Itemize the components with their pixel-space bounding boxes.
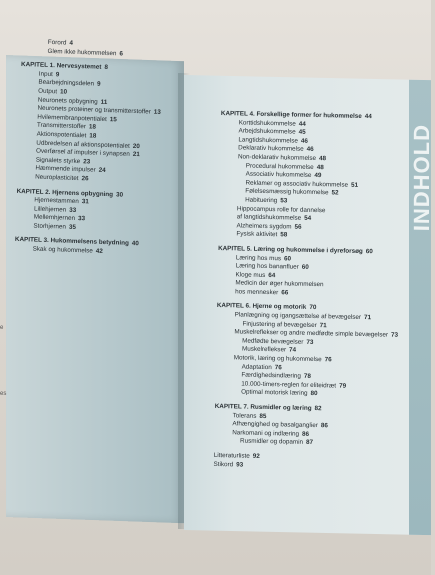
toc-page-number: 20 (132, 142, 140, 150)
toc-entry-title: KAPITEL 5. Læring og hukommelse i dyreforsøg (218, 244, 363, 255)
toc-page-number: 30 (115, 190, 124, 199)
toc-page-number: 46 (300, 137, 308, 145)
toc-page-number: 15 (109, 115, 118, 124)
toc-entry-title: Kloge mus (235, 271, 266, 279)
left-margin-mark: e (0, 325, 4, 331)
toc-page-number: 21 (132, 151, 140, 159)
toc-page-number: 66 (281, 289, 289, 297)
toc-page-number: 44 (298, 120, 306, 128)
toc-entry-title: KAPITEL 4. Forskellige former for hukommelse (220, 110, 362, 120)
toc-entry-title: Fysisk aktivitet (236, 230, 278, 239)
toc-entry-title: Læring hos bananfluer (235, 262, 299, 271)
toc-entry-title: Medfødte bevægelser (242, 337, 304, 346)
toc-entry-title: Planlægning og igangsættelse af bevægelser (234, 311, 362, 322)
toc-page-number: 4 (69, 39, 74, 47)
toc-entry-title: Hippocampus rolle for dannelse (236, 204, 326, 214)
toc-entry-title: Mellemhjernen (33, 213, 76, 223)
toc-entry-title: Optimal motorisk læring (241, 388, 308, 398)
toc-page-number: 86 (302, 430, 310, 438)
toc-page-number: 58 (280, 231, 288, 239)
toc-page-number: 93 (236, 460, 244, 469)
toc-page-number: 6 (119, 50, 124, 58)
toc-page-number: 45 (298, 128, 306, 136)
toc-page-number: 73 (306, 338, 314, 346)
toc-page-number: 46 (306, 146, 314, 154)
toc-page-number: 71 (363, 314, 372, 322)
toc-entry-title: Adaptation (241, 363, 272, 371)
toc-entry-title: Hvilemembranpotentialet (37, 113, 107, 123)
toc-entry-title: KAPITEL 7. Rusmidler og læring (214, 402, 312, 412)
toc-entry-title: Neuronets opbygning (37, 96, 98, 106)
toc-page-number: 60 (365, 247, 373, 256)
section-title-vertical: INDHOLD (409, 123, 434, 232)
toc-entry-title: Procedural hukommelse (245, 162, 314, 171)
toc-entry-title: Signalets styrke (35, 156, 81, 165)
toc-page-number: 80 (310, 390, 318, 398)
toc-entry-title: Storhjernen (33, 222, 67, 231)
toc-page-number: 33 (77, 215, 86, 223)
toc-entry-title: Færdighedsindlæring (241, 371, 302, 380)
toc-page-number: 9 (55, 70, 60, 79)
toc-page-number: 71 (319, 321, 327, 329)
toc-page-number: 26 (81, 175, 89, 183)
toc-page-number: 42 (95, 247, 103, 256)
toc-page-number: 9 (96, 81, 101, 89)
toc-page-number: 8 (104, 64, 109, 72)
toc-entry-title: Rusmidler og dopamin (239, 437, 304, 447)
toc-entry-title: KAPITEL 6. Hjerne og motorik (216, 302, 307, 312)
toc-entry-title: Hæmmende impulser (35, 164, 96, 174)
left-margin-mark: es (0, 391, 7, 397)
toc-page-number: 51 (350, 181, 359, 189)
toc-entry-title: Habituering (245, 196, 278, 205)
toc-entry-title: hos mennesker (235, 288, 279, 297)
toc-entry-title: Finjustering af bevægelser (242, 320, 317, 329)
toc-entry-title: Langtidshukommelse (238, 136, 298, 145)
toc-page-number: 56 (294, 223, 302, 231)
toc-entry-title: Motorik, læring og hukommelse (233, 354, 322, 364)
toc-page-number: 92 (252, 452, 260, 460)
toc-page-number: 48 (316, 163, 324, 171)
toc-page-number: 78 (303, 373, 312, 381)
toc-entry-title: Reklamer og associativ hukommelse (245, 179, 349, 189)
toc-page-number: 44 (364, 113, 372, 121)
toc-page-number: 31 (81, 198, 89, 206)
toc-entry-title: Læring hos mus (235, 253, 282, 262)
toc-entry-title: Alzheimers sygdom (236, 222, 292, 231)
toc-page-number: 24 (98, 167, 106, 175)
toc-entry-title: Arbejdshukommelse (238, 127, 296, 136)
toc-entry-title: Neuronets proteiner og transmitterstoffer (37, 104, 151, 116)
toc-entry-title: Hjernestammen (34, 196, 79, 206)
toc-entry-title: Medicin der øger hukommelsen (235, 279, 324, 289)
toc-entry-title: Transmitterstoffer (36, 121, 87, 131)
toc-page-number: 54 (304, 214, 312, 223)
toc-entry-title: Korttidshukommelse (238, 118, 296, 128)
toc-entry-title: Udbredelsen af aktionspotentialet (36, 139, 130, 150)
toc-page-number: 13 (153, 108, 161, 117)
toc-page-number: 53 (280, 197, 288, 205)
toc-entry-title: Muskelreflekser og andre medfødte simple bevægelser (234, 328, 389, 339)
toc-page-number: 35 (68, 223, 77, 231)
toc-page-number: 11 (100, 98, 108, 106)
toc-entry-title: Forord (47, 38, 67, 47)
toc-entry-title: Muskelreflekser (241, 345, 287, 354)
toc-entry-title: Associativ hukommelse (245, 170, 312, 180)
toc-entry-title: Neuroplasticitet (35, 173, 79, 182)
toc-page-number: 23 (83, 157, 91, 166)
toc-page-number: 64 (268, 271, 276, 279)
toc-page-number: 18 (88, 123, 97, 131)
toc-entry-title: 10.000-timers-reglen for eliteidræt (241, 380, 337, 390)
toc-entry-title: Følelsesmæssig hukommelse (245, 187, 329, 197)
toc-entry-title: KAPITEL 1. Nervesystemet (20, 61, 102, 71)
toc-entry-title: af langtidshukommelse (236, 213, 302, 222)
toc-page-number: 82 (314, 405, 322, 413)
toc-entry-title: KAPITEL 2. Hjernens opbygning (16, 187, 114, 198)
toc-entry-title: Lillehjernen (33, 205, 67, 214)
toc-page-number: 85 (259, 412, 267, 420)
toc-left-column (14, 38, 163, 258)
page-edge-band (409, 80, 434, 535)
toc-entry-title: Output (38, 87, 58, 96)
toc-page-number: 60 (283, 254, 292, 262)
toc-entry-title: Deklarativ hukommelse (238, 144, 304, 154)
toc-entry-title: KAPITEL 3. Hukommelsens betydning (14, 236, 129, 248)
toc-entry-title: Stikord (213, 460, 234, 468)
toc-right-column (213, 110, 402, 473)
toc-entry-title: Litteraturliste (213, 451, 250, 460)
toc-page-number: 10 (59, 88, 68, 96)
toc-page-number: 48 (318, 155, 327, 163)
toc-page-number: 76 (324, 356, 332, 364)
toc-page-number: 73 (390, 331, 399, 340)
toc-entry-title: Bearbejdningsdelen (38, 78, 95, 88)
toc-page-number: 76 (274, 363, 282, 371)
toc-entry-title: Glem ikke hukommelsen (47, 47, 117, 57)
toc-entry-title: Aktionspotentialet (36, 130, 87, 140)
toc-page-number: 18 (89, 132, 97, 140)
toc-entry-title: Tolerans (232, 411, 257, 420)
toc-entry-title: Afhængighed og basalganglier (232, 420, 318, 430)
toc-entry-title: Input (38, 70, 53, 78)
toc-page-number: 86 (320, 422, 328, 430)
toc-page-number: 40 (131, 240, 139, 248)
toc-page-number: 87 (305, 439, 314, 447)
toc-page-number: 52 (331, 189, 339, 197)
toc-page-number: 74 (289, 346, 297, 355)
toc-entry-title: Skak og hukommelse (32, 245, 93, 255)
toc-page-number: 70 (309, 304, 317, 312)
toc-page-number: 49 (314, 172, 322, 180)
toc-page-number: 60 (301, 263, 309, 271)
toc-page-number: 33 (69, 206, 77, 214)
toc-entry-title: Overførsel af impulser i synapsen (35, 147, 130, 158)
toc-entry-title: Non-deklarativ hukommelse (237, 153, 317, 162)
toc-entry-title: Narkomani og indlæring (232, 429, 300, 438)
toc-page-number: 79 (339, 382, 347, 390)
